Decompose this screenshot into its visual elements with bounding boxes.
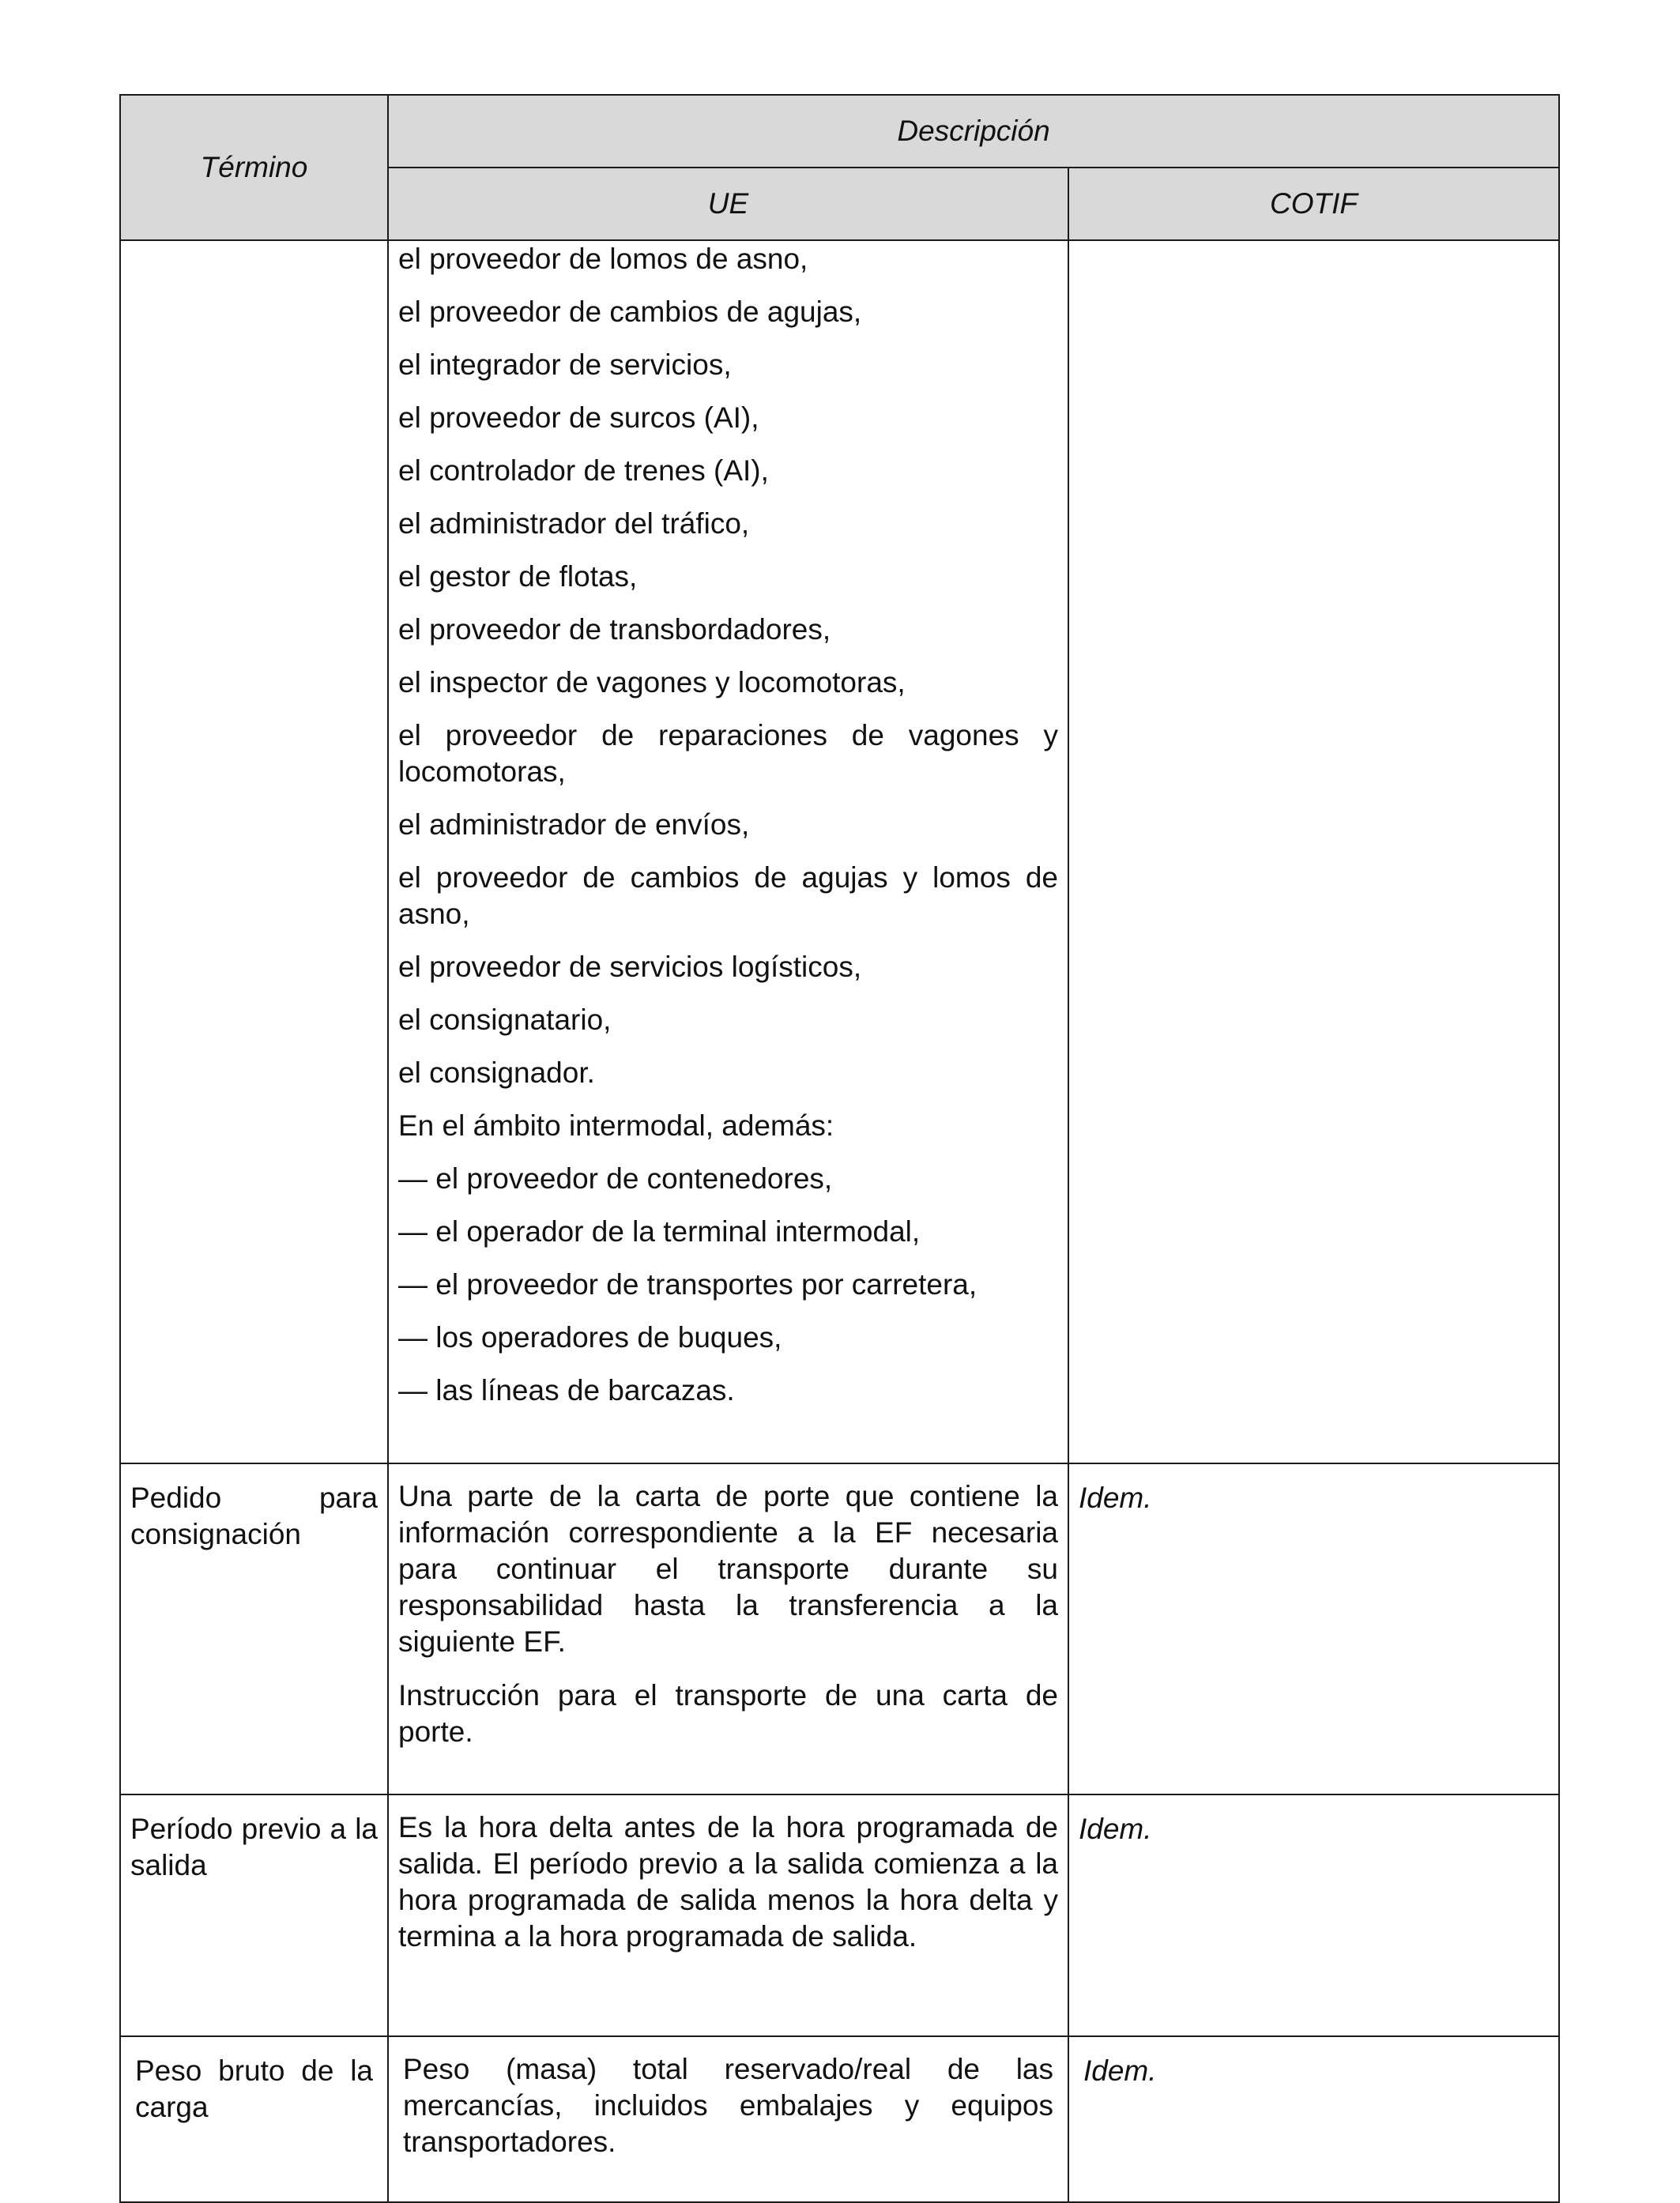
ue-line: el proveedor de cambios de agujas y lomos de asno,	[398, 861, 1058, 930]
ue-line: el integrador de servicios,	[398, 348, 732, 381]
table-row	[120, 1463, 1559, 1794]
ue-line: — las líneas de barcazas.	[398, 1374, 735, 1407]
ue-line: el administrador de envíos,	[398, 808, 750, 841]
ue-cell	[388, 1463, 1068, 1794]
term-cell: Período previo a la salida	[120, 1794, 388, 2036]
ue-line: el proveedor de lomos de asno,	[398, 243, 808, 275]
ue-paragraph: Instrucción para el transporte de una carta de porte.	[398, 1679, 1058, 1748]
table-row	[120, 2036, 1559, 2202]
ue-line: el consignatario,	[398, 1004, 612, 1036]
ue-line: — el operador de la terminal intermodal,	[398, 1215, 921, 1248]
ue-paragraph: Peso (masa) total reservado/real de las mercancías, incluidos embalajes y equipos transportadores.	[403, 2053, 1053, 2158]
cotif-cell: Idem.	[1068, 1794, 1559, 2036]
ue-line: el proveedor de surcos (AI),	[398, 401, 759, 434]
header-description: Descripción	[388, 95, 1559, 168]
term-cell	[120, 240, 388, 1463]
ue-line: el proveedor de servicios logísticos,	[398, 951, 862, 983]
ue-line: el gestor de flotas,	[398, 560, 638, 593]
glossary-table	[119, 94, 1560, 2203]
ue-line: el administrador del tráfico,	[398, 507, 750, 540]
cotif-cell: Idem.	[1068, 2036, 1559, 2202]
ue-line: — los operadores de buques,	[398, 1321, 782, 1354]
ue-line: el controlador de trenes (AI),	[398, 454, 769, 487]
header-ue: UE	[388, 168, 1068, 240]
term-cell: Pedido para consignación	[120, 1463, 388, 1794]
header-cotif: COTIF	[1068, 168, 1559, 240]
cotif-cell	[1068, 240, 1559, 1463]
ue-line: el proveedor de reparaciones de vagones y locomotoras,	[398, 719, 1058, 788]
header-term: Término	[120, 95, 388, 240]
ue-line: En el ámbito intermodal, además:	[398, 1109, 834, 1142]
ue-cell	[388, 240, 1068, 1463]
ue-line: el proveedor de cambios de agujas,	[398, 296, 862, 328]
ue-paragraph: Es la hora delta antes de la hora programada de salida. El período previo a la salida comienza a la hora programada de salida menos la hora delta y termina a la hora programada de salida.	[398, 1811, 1058, 1953]
ue-line: el consignador.	[398, 1056, 595, 1089]
table-row	[120, 1794, 1559, 2036]
cotif-cell: Idem.	[1068, 1463, 1559, 1794]
ue-line: el proveedor de transbordadores,	[398, 613, 831, 646]
table-row	[120, 240, 1559, 1463]
ue-cell	[388, 1794, 1068, 2036]
ue-cell	[388, 2036, 1068, 2202]
ue-line: — el proveedor de transportes por carretera,	[398, 1268, 977, 1301]
ue-paragraph: Una parte de la carta de porte que contiene la información correspondiente a la EF necesaria para continuar el transporte durante su responsabilidad hasta la transferencia a la siguiente EF.	[398, 1480, 1058, 1658]
ue-line: — el proveedor de contenedores,	[398, 1162, 833, 1195]
term-cell: Peso bruto de la carga	[120, 2036, 388, 2202]
ue-line: el inspector de vagones y locomotoras,	[398, 666, 906, 699]
